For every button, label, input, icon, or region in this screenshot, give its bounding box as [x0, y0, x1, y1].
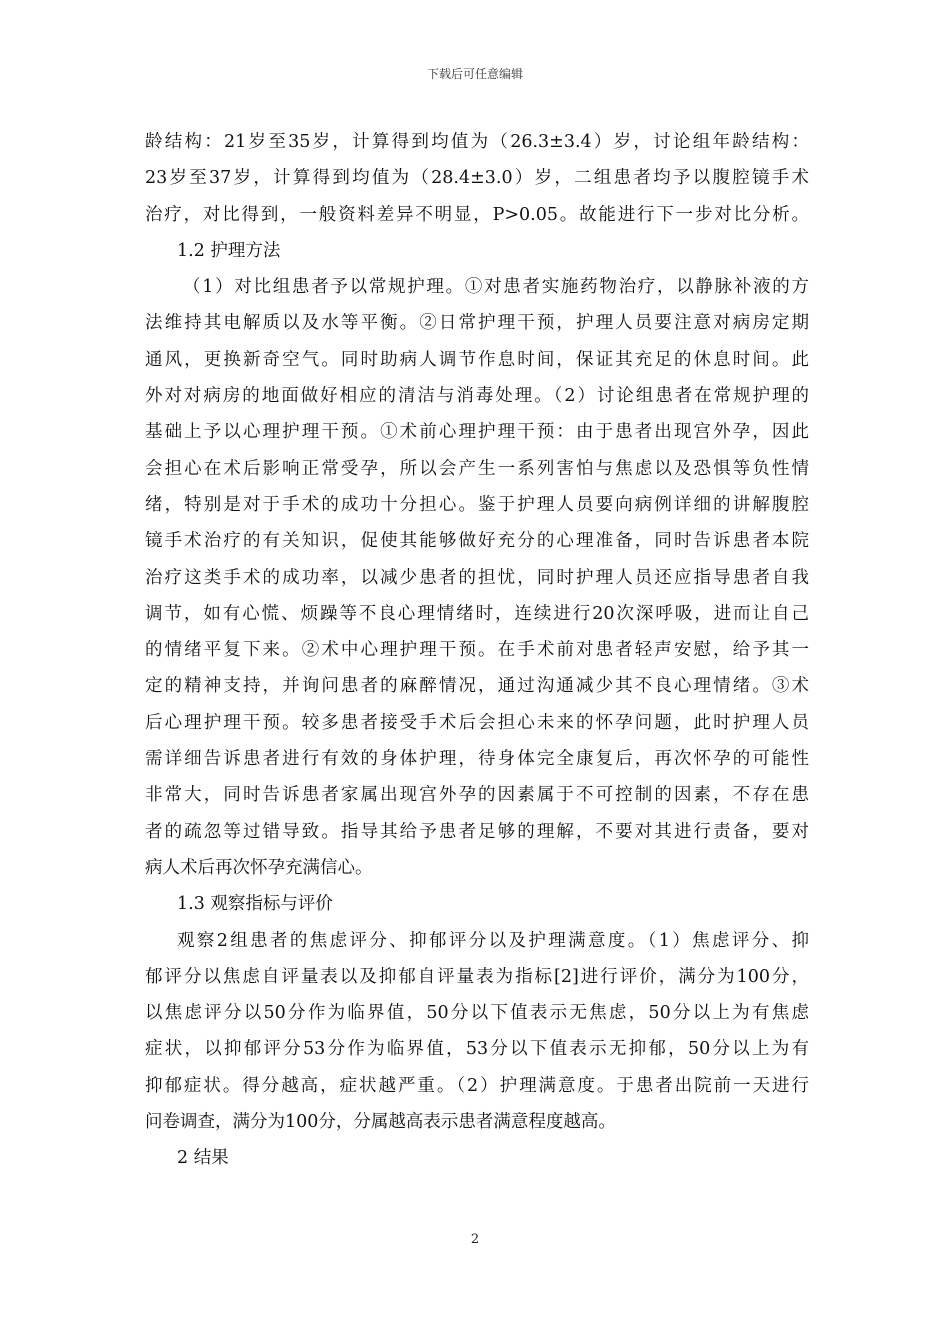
paragraph-line: （1）对比组患者予以常规护理。①对患者实施药物治疗，以静脉补液的方	[183, 277, 809, 298]
paragraph-line: 的情绪平复下来。②术中心理护理干预。在手术前对患者轻声安慰，给予其一	[145, 640, 809, 661]
paragraph-line: 者的疏忽等过错导致。指导其给予患者足够的理解，不要对其进行责备，要对	[145, 821, 809, 842]
paragraph-line: 以焦虑评分以50分作为临界值，50分以下值表示无焦虑，50分以上为有焦虑	[145, 1003, 809, 1024]
page-number: 2	[470, 1232, 480, 1247]
section-heading-1-3: 1.3 观察指标与评价	[177, 894, 333, 915]
paragraph-line: 23岁至37岁，计算得到均值为（28.4±3.0）岁，二组患者均予以腹腔镜手术	[145, 168, 809, 189]
paragraph-line: 法维持其电解质以及水等平衡。②日常护理干预，护理人员要注意对病房定期	[145, 313, 809, 334]
paragraph-line: 非常大，同时告诉患者家属出现宫外孕的因素属于不可控制的因素，不存在患	[145, 785, 809, 806]
paragraph-line: 龄结构：21岁至35岁，计算得到均值为（26.3±3.4）岁，讨论组年龄结构：	[145, 132, 809, 152]
document-body	[145, 124, 809, 1177]
paragraph-line: 症状，以抑郁评分53分作为临界值，53分以下值表示无抑郁，50分以上为有	[145, 1039, 809, 1060]
paragraph-line: 观察2组患者的焦虑评分、抑郁评分以及护理满意度。（1）焦虑评分、抑	[177, 930, 809, 951]
paragraph-line: 病人术后再次怀孕充满信心。	[145, 857, 373, 878]
paragraph-line: 郁评分以焦虑自评量表以及抑郁自评量表为指标[2]进行评价，满分为100分，	[145, 966, 809, 987]
paragraph-line: 治疗这类手术的成功率，以减少患者的担忧，同时护理人员还应指导患者自我	[145, 567, 809, 588]
paragraph-line: 调节，如有心慌、烦躁等不良心理情绪时，连续进行20次深呼吸，进而让自己	[145, 603, 809, 624]
paragraph-line: 治疗，对比得到，一般资料差异不明显，P>0.05。故能进行下一步对比分析。	[145, 204, 809, 225]
paragraph-line: 会担心在术后影响正常受孕，所以会产生一系列害怕与焦虑以及恐惧等负性情	[145, 458, 809, 479]
paragraph-line: 绪，特别是对于手术的成功十分担心。鉴于护理人员要向病例详细的讲解腹腔	[145, 494, 809, 515]
page-header: 下载后可任意编辑	[426, 67, 523, 81]
paragraph-line: 问卷调查，满分为100分，分属越高表示患者满意程度越高。	[145, 1112, 616, 1133]
paragraph-line: 通风，更换新奇空气。同时助病人调节作息时间，保证其充足的休息时间。此	[145, 349, 809, 370]
paragraph-line: 需详细告诉患者进行有效的身体护理，待身体完全康复后，再次怀孕的可能性	[145, 749, 809, 770]
paragraph-line: 抑郁症状。得分越高，症状越严重。（2）护理满意度。于患者出院前一天进行	[145, 1075, 809, 1096]
paragraph-line: 后心理护理干预。较多患者接受手术后会担心未来的怀孕问题，此时护理人员	[145, 712, 809, 733]
paragraph-line: 定的精神支持，并询问患者的麻醉情况，通过沟通减少其不良心理情绪。③术	[145, 676, 809, 697]
paragraph-line: 基础上予以心理护理干预。①术前心理护理干预：由于患者出现宫外孕，因此	[145, 422, 809, 443]
paragraph-line: 镜手术治疗的有关知识，促使其能够做好充分的心理准备，同时告诉患者本院	[145, 531, 809, 552]
paragraph-line: 外对对病房的地面做好相应的清洁与消毒处理。（2）讨论组患者在常规护理的	[145, 386, 809, 407]
section-heading-2: 2 结果	[177, 1148, 229, 1169]
section-heading-1-2: 1.2 护理方法	[177, 240, 281, 261]
